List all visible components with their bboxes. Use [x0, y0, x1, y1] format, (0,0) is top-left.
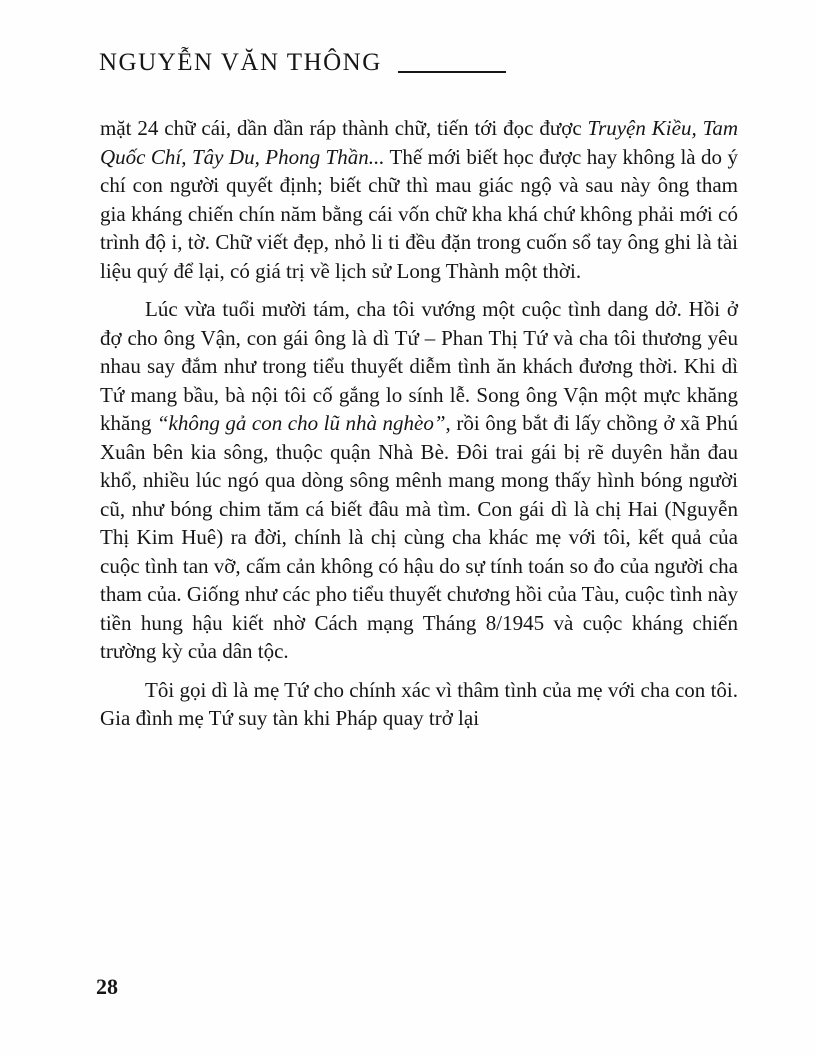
text-run: Lúc vừa tuổi mười tám, cha tôi vướng một cuộc tình dang dở. Hồi ở đợ cho ông Vận, con gái ông là dì Tứ – Phan Thị Tứ và cha tôi thương yêu nhau say đắm như trong tiểu thuyết diễm tình ăn khách đương thời. Khi dì Tứ mang bầu, bà nội tôi cố gắng lo sính lễ. Song ông Vận một mực khăng khăng: [100, 297, 738, 435]
paragraph-3: [100, 676, 738, 733]
author-name: NGUYỄN VĂN THÔNG: [99, 49, 382, 76]
text-run-italic-quote: “không gả con cho lũ nhà nghèo”: [156, 411, 446, 435]
text-run: mặt 24 chữ cái, dần dần ráp thành chữ, tiến tới đọc được: [100, 116, 588, 140]
page-body: [100, 114, 738, 733]
running-header: [99, 50, 506, 75]
text-run: Tôi gọi dì là mẹ Tứ cho chính xác vì thâm tình của mẹ với cha con tôi. Gia đình mẹ Tứ suy tàn khi Pháp quay trở lại: [100, 677, 738, 730]
text-run-italic-book-titles: Truyện Kiều, Tam Quốc Chí, Tây Du, Phong Thần...: [100, 116, 739, 169]
page-number: 28: [96, 974, 118, 999]
text-run: , rồi ông bắt đi lấy chồng ở xã Phú Xuân bên kia sông, thuộc quận Nhà Bè. Đôi trai gái bị rẽ duyên hẳn đau khổ, nhiều lúc ngó qua dòng sông mênh mang mong thấy hình bóng người cũ, như bóng chim tăm cá biết đâu mà tìm. Con gái dì là chị Hai (Nguyễn Thị Kim Huê) ra đời, chính là chị cùng cha khác mẹ với tôi, kết quả của cuộc tình tan vỡ, cấm cản không có hậu do sự tính toán so đo của người cha tham của. Giống như các pho tiểu thuyết chương hồi của Tàu, cuộc tình này tiền hung hậu kiết nhờ Cách mạng Tháng 8/1945 và cuộc kháng chiến trường kỳ của dân tộc.: [100, 411, 738, 663]
header-rule: [398, 71, 506, 73]
paragraph-1: [100, 114, 738, 285]
paragraph-2: [100, 295, 738, 666]
text-run: Thế mới biết học được hay không là do ý chí con người quyết định; biết chữ thì mau giác ngộ và sau này ông tham gia kháng chiến chín năm bằng cái vốn chữ kha khá chứ không phải mới có trình độ i, tờ. Chữ viết đẹp, nhỏ li ti đều đặn trong cuốn sổ tay ông ghi là tài liệu quý để lại, có giá trị về lịch sử Long Thành một thời.: [100, 144, 738, 283]
